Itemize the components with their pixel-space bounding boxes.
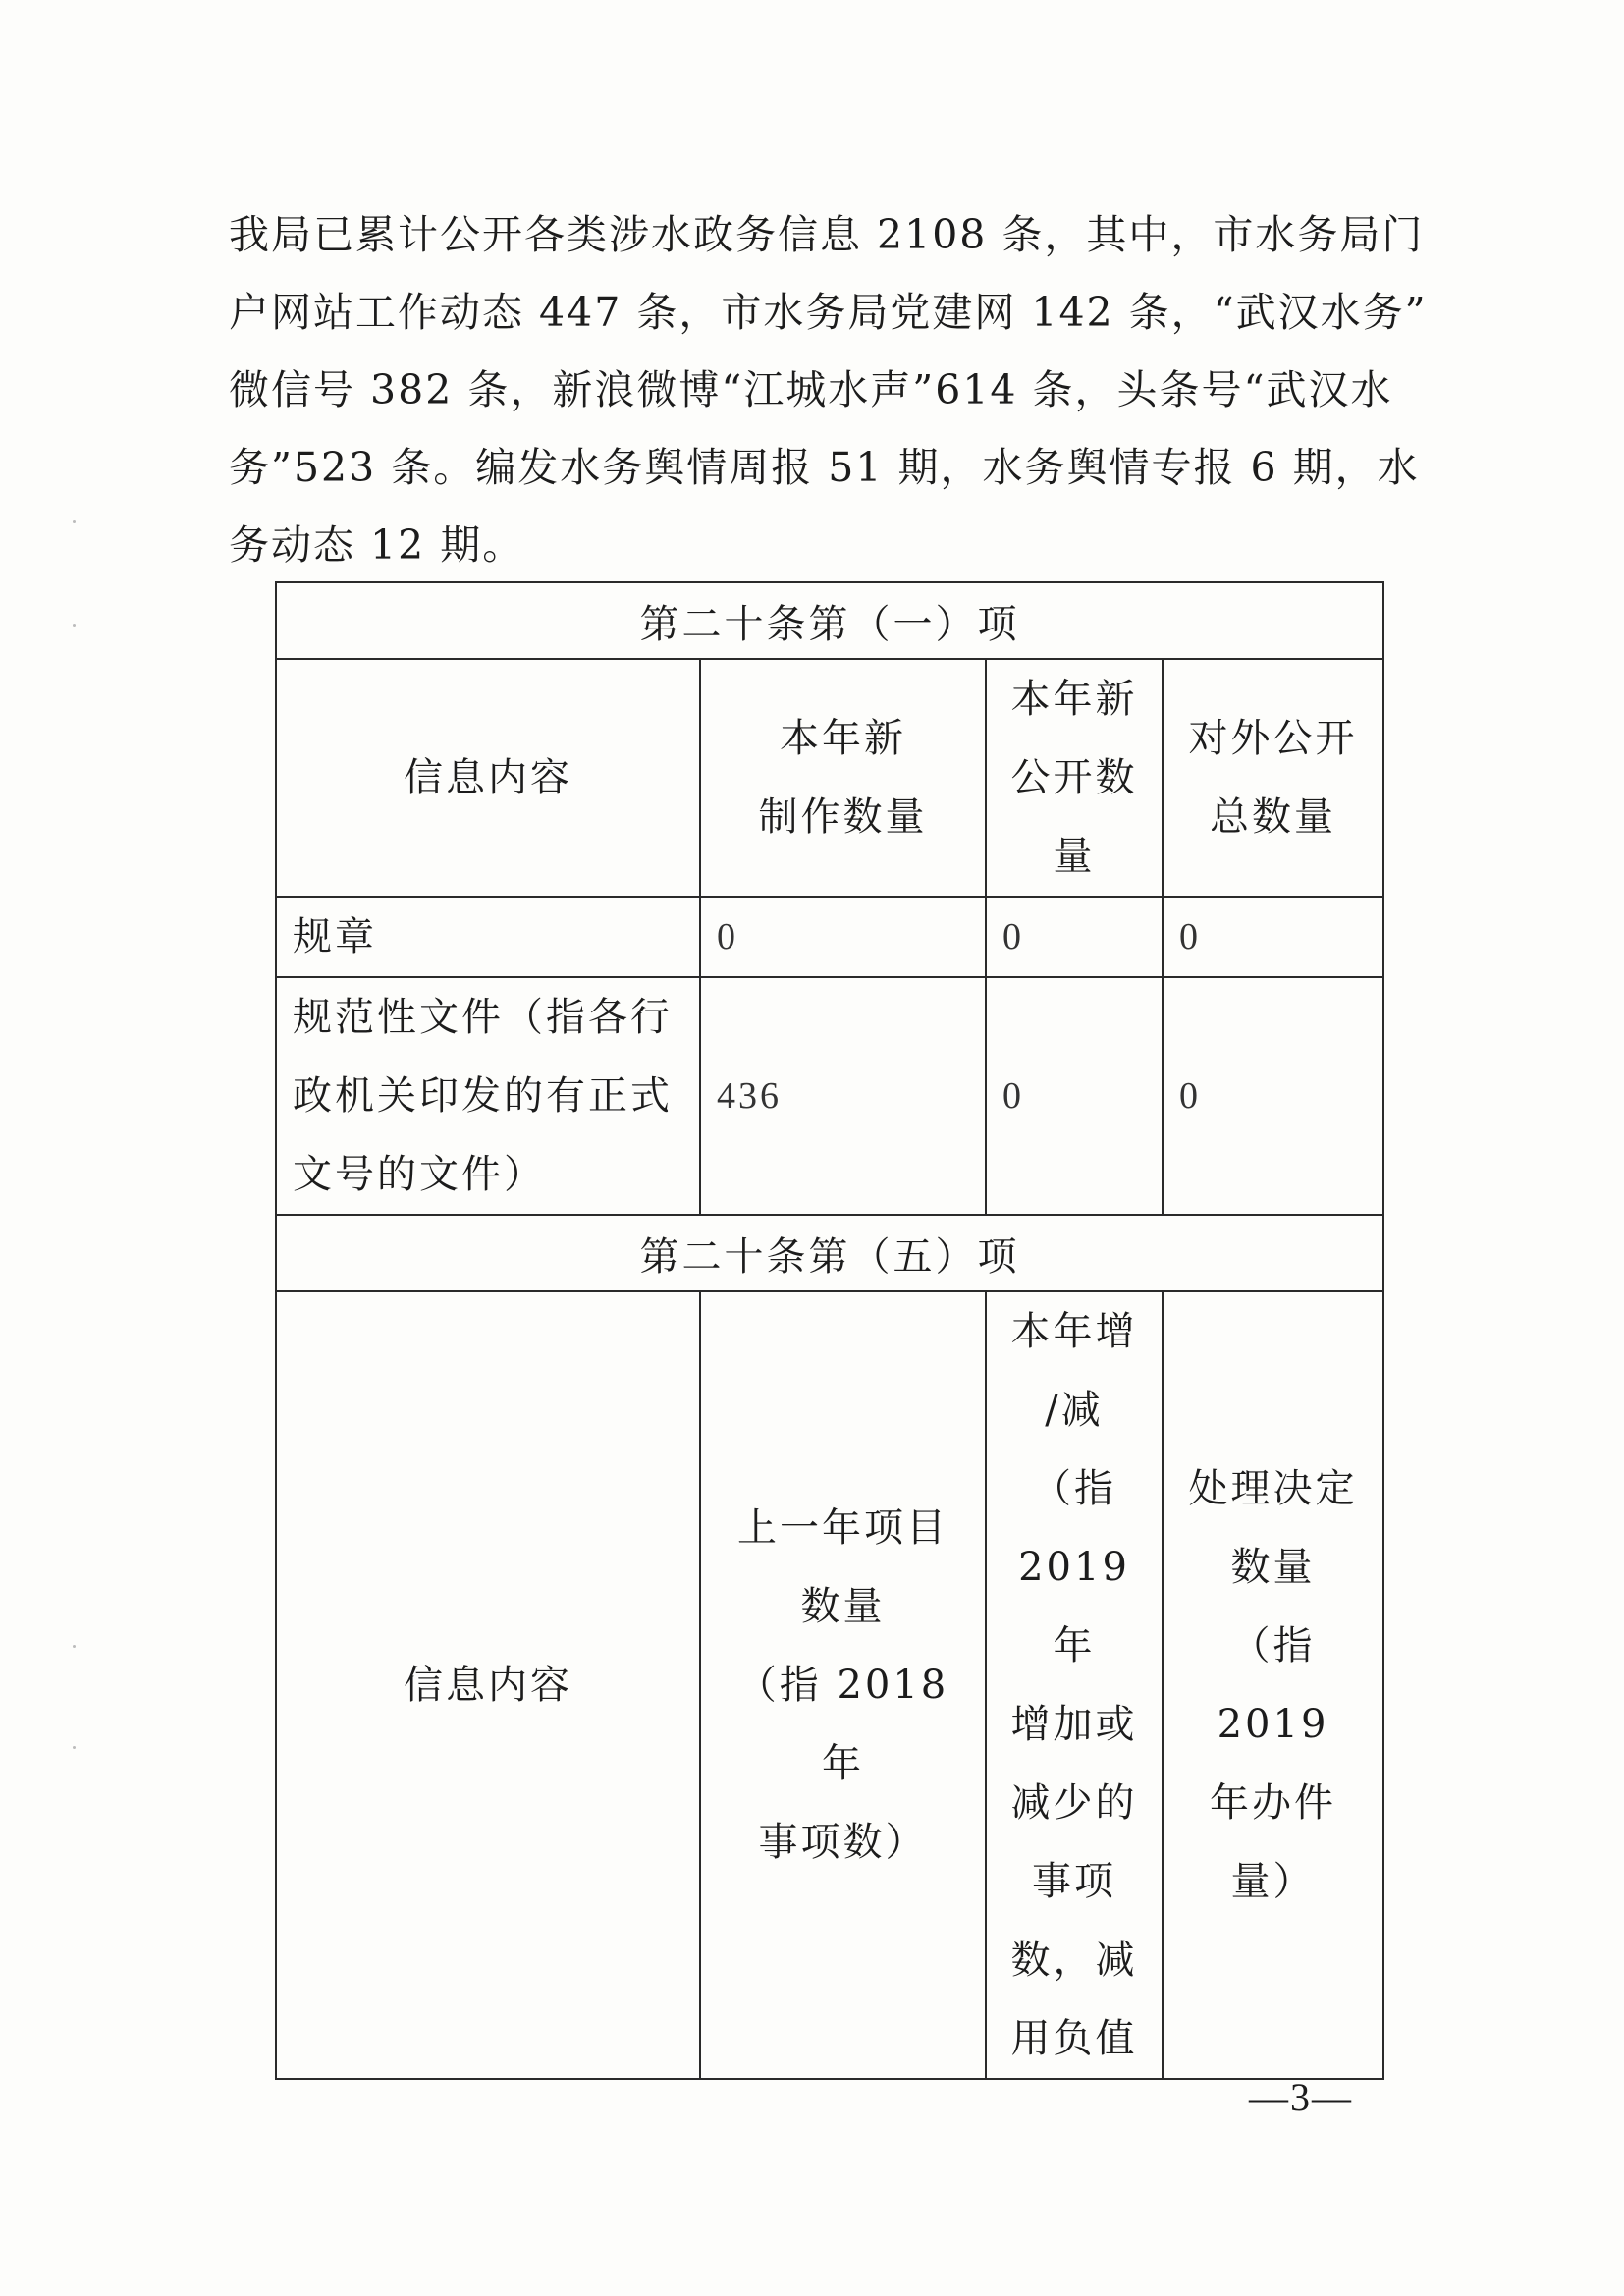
header-line: 事项数） xyxy=(758,1820,928,1865)
row-value-total-published: 0 xyxy=(1163,897,1383,977)
row-label-line: 政机关印发的有正式 xyxy=(293,1073,673,1119)
header-line: 量 xyxy=(1053,834,1096,879)
header-line: 本年增 xyxy=(1010,1309,1138,1354)
table-row xyxy=(276,977,1383,1215)
header-line: 减少的 xyxy=(1010,1780,1138,1826)
header-line: （指 xyxy=(1032,1466,1116,1511)
row-value-new-published: 0 xyxy=(986,977,1163,1215)
row-value-new-published: 0 xyxy=(986,897,1163,977)
header-line: 公开数 xyxy=(1010,755,1138,800)
header-new-produced xyxy=(700,659,986,897)
header-info-content: 信息内容 xyxy=(276,1291,700,2079)
header-line: 本年新 xyxy=(1010,677,1138,722)
row-label xyxy=(276,977,700,1215)
paragraph-line: 微信号 382 条，新浪微博“江城水声”614 条，头条号“武汉水 xyxy=(229,366,1393,413)
section1-title: 第二十条第（一）项 xyxy=(276,582,1383,659)
header-total-published xyxy=(1163,659,1383,897)
header-line: （指 2018 年 xyxy=(736,1663,949,1786)
header-line: 年办件 xyxy=(1210,1780,1336,1826)
header-info-content: 信息内容 xyxy=(276,659,700,897)
header-line: 增加或 xyxy=(1010,1702,1138,1747)
scan-speck xyxy=(73,1645,76,1648)
table-row xyxy=(276,897,1383,977)
info-disclosure-table xyxy=(275,581,1384,2080)
header-line: 数量 xyxy=(800,1584,886,1629)
section2-title: 第二十条第（五）项 xyxy=(276,1215,1383,1291)
scan-speck xyxy=(73,520,76,523)
scan-speck xyxy=(73,1746,76,1749)
row-value-new-produced: 0 xyxy=(700,897,986,977)
header-line: 对外公开 xyxy=(1188,716,1358,761)
paragraph-line: 我局已累计公开各类涉水政务信息 2108 条，其中，市水务局门 xyxy=(229,211,1425,258)
header-line: 2019 年 xyxy=(1018,1545,1130,1668)
header-line: /减 xyxy=(1045,1388,1104,1433)
section2-header-row xyxy=(276,1291,1383,2079)
row-label-line: 规范性文件（指各行 xyxy=(293,995,673,1040)
section2-title-row xyxy=(276,1215,1383,1291)
paragraph-line: 户网站工作动态 447 条，市水务局党建网 142 条，“武汉水务” xyxy=(229,289,1428,336)
header-line: 用负值 xyxy=(1010,2016,1138,2061)
page-number: —3— xyxy=(1249,2075,1353,2119)
scan-speck xyxy=(73,624,76,627)
header-line: 总数量 xyxy=(1210,794,1336,840)
header-line: （指 2019 xyxy=(1217,1623,1329,1747)
section1-header-row xyxy=(276,659,1383,897)
header-previous-year-items xyxy=(700,1291,986,2079)
paragraph-line: 务动态 12 期。 xyxy=(229,521,525,569)
body-paragraph xyxy=(229,196,1436,584)
paragraph-line: 务”523 条。编发水务舆情周报 51 期，水务舆情专报 6 期，水 xyxy=(229,444,1420,491)
header-line: 事项 xyxy=(1032,1859,1116,1904)
header-line: 本年新 xyxy=(780,716,906,761)
header-line: 量） xyxy=(1230,1859,1316,1904)
row-label-line: 文号的文件） xyxy=(293,1152,546,1197)
header-line: 数，减 xyxy=(1010,1938,1138,1983)
row-value-new-produced: 436 xyxy=(700,977,986,1215)
header-line: 制作数量 xyxy=(758,794,928,840)
section1-title-row xyxy=(276,582,1383,659)
header-line: 处理决定 xyxy=(1188,1466,1358,1511)
header-year-change xyxy=(986,1291,1163,2079)
header-line: 数量 xyxy=(1230,1545,1316,1590)
row-label: 规章 xyxy=(276,897,700,977)
header-decisions-count xyxy=(1163,1291,1383,2079)
header-line: 上一年项目 xyxy=(737,1505,948,1551)
header-new-published xyxy=(986,659,1163,897)
row-value-total-published: 0 xyxy=(1163,977,1383,1215)
